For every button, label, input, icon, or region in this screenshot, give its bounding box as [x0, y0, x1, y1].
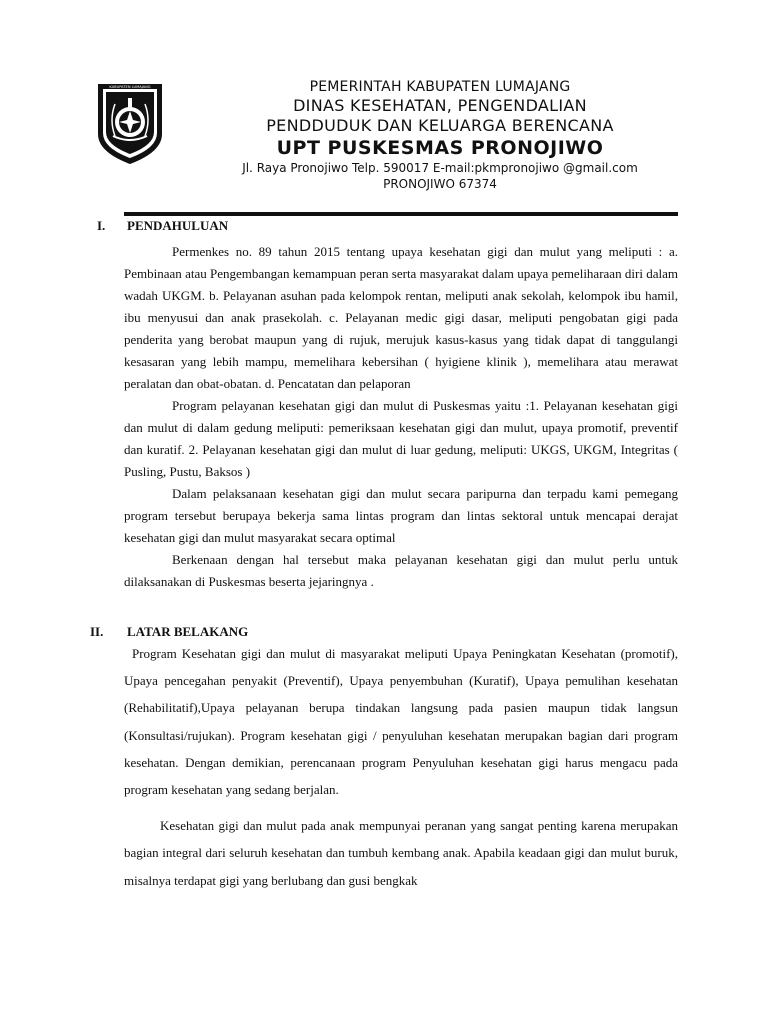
- section1-number: I.: [97, 218, 106, 233]
- letterhead-address: Jl. Raya Pronojiwo Telp. 590017 E-mail:pkmpronojiwo @gmail.com: [242, 161, 638, 175]
- letterhead-institution: UPT PUSKESMAS PRONOJIWO: [276, 137, 604, 159]
- kabupaten-lumajang-emblem-icon: [95, 80, 165, 166]
- section1-paragraph: Permenkes no. 89 tahun 2015 tentang upaya kesehatan gigi dan mulut yang meliputi : a. Pembinaan atau Pengembangan kemampuan peran serta masyarakat dalam upaya pemeliharaan diri dalam wadah UKGM. b. Pelayanan asuhan pada kelompok rentan, meliputi anak sekolah, kelompok ibu hamil, ibu menyusui dan anak prasekolah. c. Pelayanan medic gigi dasar, meliputi pengobatan gigi pada penderita yang berobat maupun yang di rujuk, merujuk kasus-kasus yang tidak dapat di tanggulangi kesasaran yang lebih mampu, memelihara kebersihan ( hyigiene klinik ), memelihara atau merawat peralatan dan obat-obatan. d. Pencatatan dan pelaporan: [124, 244, 678, 391]
- letterhead-city: PRONOJIWO 67374: [383, 177, 497, 191]
- section2-paragraph: Kesehatan gigi dan mulut pada anak mempunyai peranan yang sangat penting karena merupakan bagian integral dari seluruh kesehatan dan tumbuh kembang anak. Apabila keadaan gigi dan mulut buruk, misalnya terdapat gigi yang berlubang dan gusi bengkak: [124, 818, 678, 888]
- section2-number: II.: [90, 624, 104, 639]
- section1-body: [124, 241, 678, 593]
- section1-paragraph: Berkenaan dengan hal tersebut maka pelayanan kesehatan gigi dan mulut perlu untuk dilaksanakan di Puskesmas beserta jejaringnya .: [124, 552, 678, 589]
- section2-body: [124, 640, 678, 894]
- letterhead-divider: [124, 212, 678, 216]
- section1-paragraph: Dalam pelaksanaan kesehatan gigi dan mulut secara paripurna dan terpadu kami pemegang program tersebut berupaya bekerja sama lintas program dan lintas sektoral untuk mencapai derajat kesehatan gigi dan mulut masyarakat secara optimal: [124, 486, 678, 545]
- letterhead: [180, 78, 700, 192]
- section1-title: PENDAHULUAN: [127, 218, 229, 233]
- section2-paragraph: Program Kesehatan gigi dan mulut di masyarakat meliputi Upaya Peningkatan Kesehatan (promotif), Upaya pencegahan penyakit (Preventif), Upaya penyembuhan (Kuratif), Upaya pemulihan kesehatan (Rehabilitatif),Upaya pelayanan berupa tindakan langsung pada pasien maupun tidak langsun (Konsultasi/rujukan). Program kesehatan gigi / penyuluhan kesehatan merupakan bagian dari program kesehatan. Dengan demikian, perencanaan program Penyuluhan kesehatan gigi harus mengacu pada program kesehatan yang sedang berjalan.: [124, 646, 678, 798]
- section2-title: LATAR BELAKANG: [127, 624, 249, 639]
- logo-text: KABUPATEN LUMAJANG: [109, 85, 151, 89]
- section1-paragraph: Program pelayanan kesehatan gigi dan mulut di Puskesmas yaitu :1. Pelayanan kesehatan gigi dan mulut di dalam gedung meliputi: pemeriksaan kesehatan gigi dan mulut, upaya promotif, preventif dan kuratif. 2. Pelayanan kesehatan gigi dan mulut di luar gedung, meliputi: UKGS, UKGM, Integritas ( Pusling, Pustu, Baksos ): [124, 398, 678, 479]
- letterhead-government: PEMERINTAH KABUPATEN LUMAJANG: [309, 79, 571, 95]
- letterhead-agency-line1: DINAS KESEHATAN, PENGENDALIAN: [293, 96, 587, 115]
- letterhead-agency-line2: PENDDUDUK DAN KELUARGA BERENCANA: [266, 116, 614, 135]
